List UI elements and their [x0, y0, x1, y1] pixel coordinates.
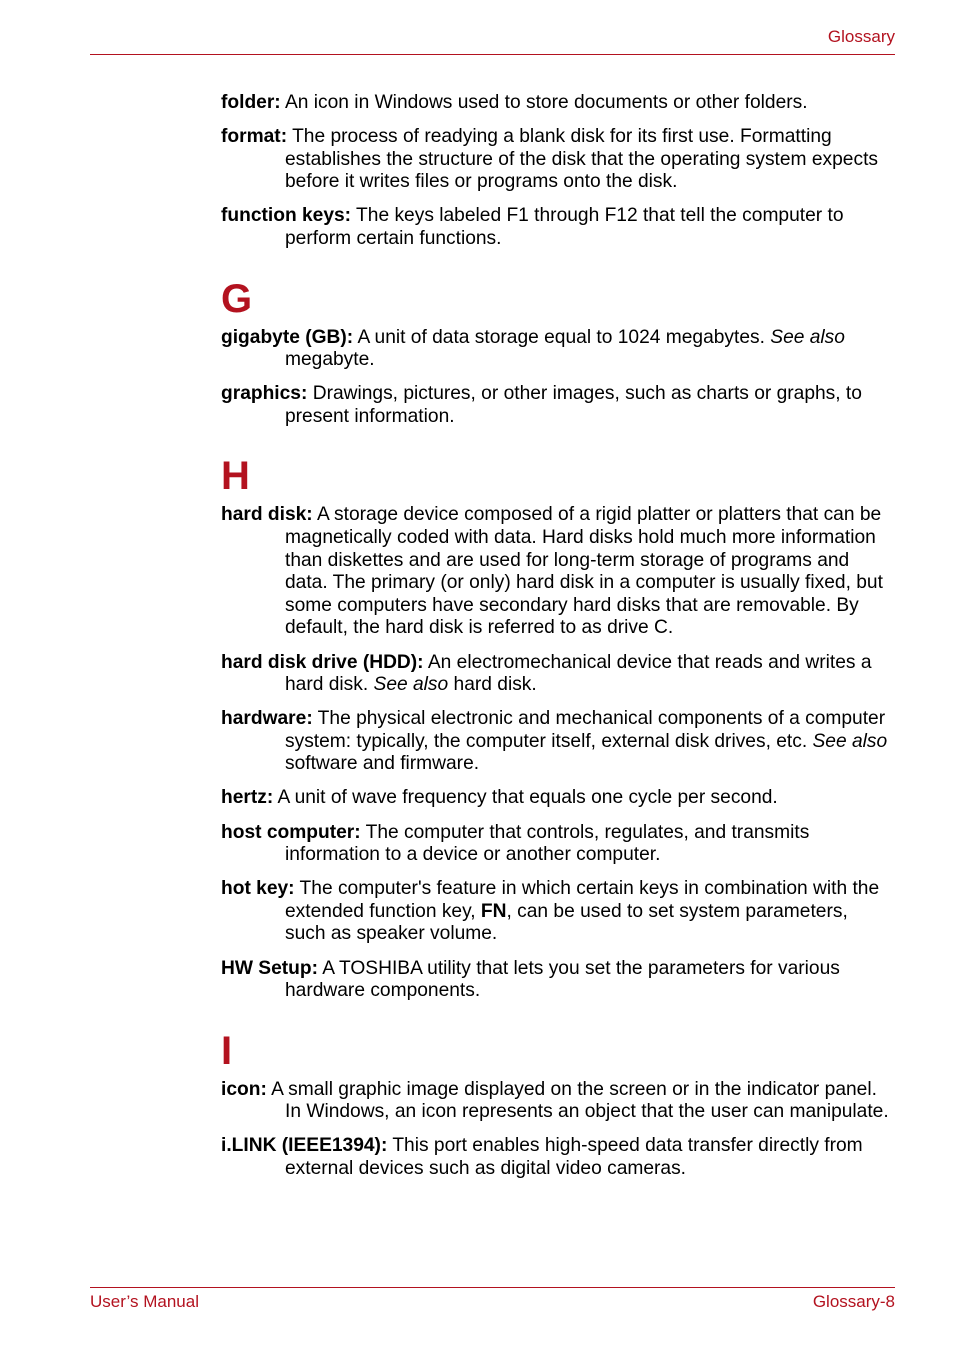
footer-rule	[90, 1287, 895, 1288]
glossary-content	[221, 92, 893, 1192]
glossary-entry-graphics	[221, 383, 893, 428]
entry-term: icon:	[221, 1078, 267, 1100]
entry-definition: An icon in Windows used to store documents or other folders.	[280, 92, 808, 113]
entry-term: hard disk:	[221, 504, 313, 526]
glossary-entry-gigabyte	[221, 327, 893, 372]
entry-definition: The process of readying a blank disk for its first use. Formatting establishes the structure of the disk that the operating system expects before it writes files or programs onto the disk.	[285, 126, 878, 193]
fn-key-label: FN	[480, 900, 507, 922]
glossary-entry-ilink	[221, 1135, 893, 1180]
glossary-entry-host-computer	[221, 822, 893, 867]
glossary-entry-hdd	[221, 652, 893, 697]
entry-term: format:	[221, 126, 288, 148]
footer-manual-title: User’s Manual	[90, 1292, 199, 1311]
entry-term: function keys:	[221, 205, 352, 227]
section-letter-h: H	[221, 454, 250, 499]
entry-definition-tail: , can be used to set system parameters, such as speaker volume.	[285, 900, 848, 945]
entry-term: folder:	[221, 92, 281, 113]
entry-definition: This port enables high-speed data transfer directly from external devices such as digital video cameras.	[285, 1135, 863, 1179]
glossary-entry-function-keys	[221, 205, 893, 250]
glossary-entry-icon	[221, 1079, 893, 1124]
glossary-entry-hard-disk	[221, 504, 893, 640]
entry-term: i.LINK (IEEE1394):	[221, 1135, 388, 1157]
running-header-title: Glossary	[827, 27, 895, 46]
entry-definition: An electromechanical device that reads and writes a hard disk.	[285, 651, 872, 696]
glossary-entry-hot-key	[221, 878, 893, 946]
entry-definition: The keys labeled F1 through F12 that tell the computer to perform certain functions.	[285, 205, 844, 249]
entry-term: hardware:	[221, 708, 313, 730]
entry-definition: A unit of data storage equal to 1024 megabytes.	[353, 326, 771, 348]
entry-definition: A TOSHIBA utility that lets you set the parameters for various hardware components.	[285, 957, 840, 1002]
entry-definition: A small graphic image displayed on the screen or in the indicator panel. In Windows, an icon represents an object that the user can manipulate.	[266, 1078, 889, 1123]
glossary-entry-hw-setup	[221, 958, 893, 1003]
see-also-reference: See also	[770, 326, 845, 348]
entry-term: hertz:	[221, 787, 274, 809]
entry-definition: The physical electronic and mechanical components of a computer system: typically, the computer itself, external disk drives, etc.	[285, 708, 886, 752]
section-letter-i: I	[221, 1028, 233, 1073]
glossary-entry-format	[221, 126, 893, 194]
entry-term: graphics:	[221, 383, 308, 405]
entry-definition: The computer that controls, regulates, and transmits information to a device or another computer.	[285, 821, 810, 866]
header-rule	[90, 54, 895, 55]
entry-term: host computer:	[221, 821, 361, 843]
entry-term: HW Setup:	[221, 957, 318, 979]
entry-definition: A storage device composed of a rigid platter or platters that can be magnetically coded with data. Hard disks hold much more information than diskettes and are used for long-term storage of programs and data. The primary (or only) hard disk in a computer is usually fixed, but some computers have secondary hard disks that are removable. By default, the hard disk is referred to as drive C.	[285, 504, 883, 639]
glossary-entry-hardware	[221, 708, 893, 776]
entry-definition: The computer's feature in which certain keys in combination with the extended function key,	[285, 878, 880, 922]
entry-definition: A unit of wave frequency that equals one cycle per second.	[273, 787, 778, 809]
entry-definition: Drawings, pictures, or other images, such as charts or graphs, to present information.	[285, 383, 862, 427]
entry-definition-tail: software and firmware.	[285, 753, 480, 775]
entry-term: hard disk drive (HDD):	[221, 651, 424, 673]
entry-term: hot key:	[221, 878, 295, 900]
section-letter-g: G	[221, 276, 253, 321]
footer-page-number: Glossary-8	[812, 1292, 895, 1311]
glossary-entry-folder	[221, 92, 893, 115]
entry-definition-tail: hard disk.	[448, 674, 537, 696]
entry-definition-tail: megabyte.	[285, 349, 375, 371]
see-also-reference: See also	[373, 674, 449, 696]
glossary-entry-hertz	[221, 787, 893, 810]
entry-term: gigabyte (GB):	[221, 326, 354, 348]
see-also-reference: See also	[812, 730, 888, 752]
